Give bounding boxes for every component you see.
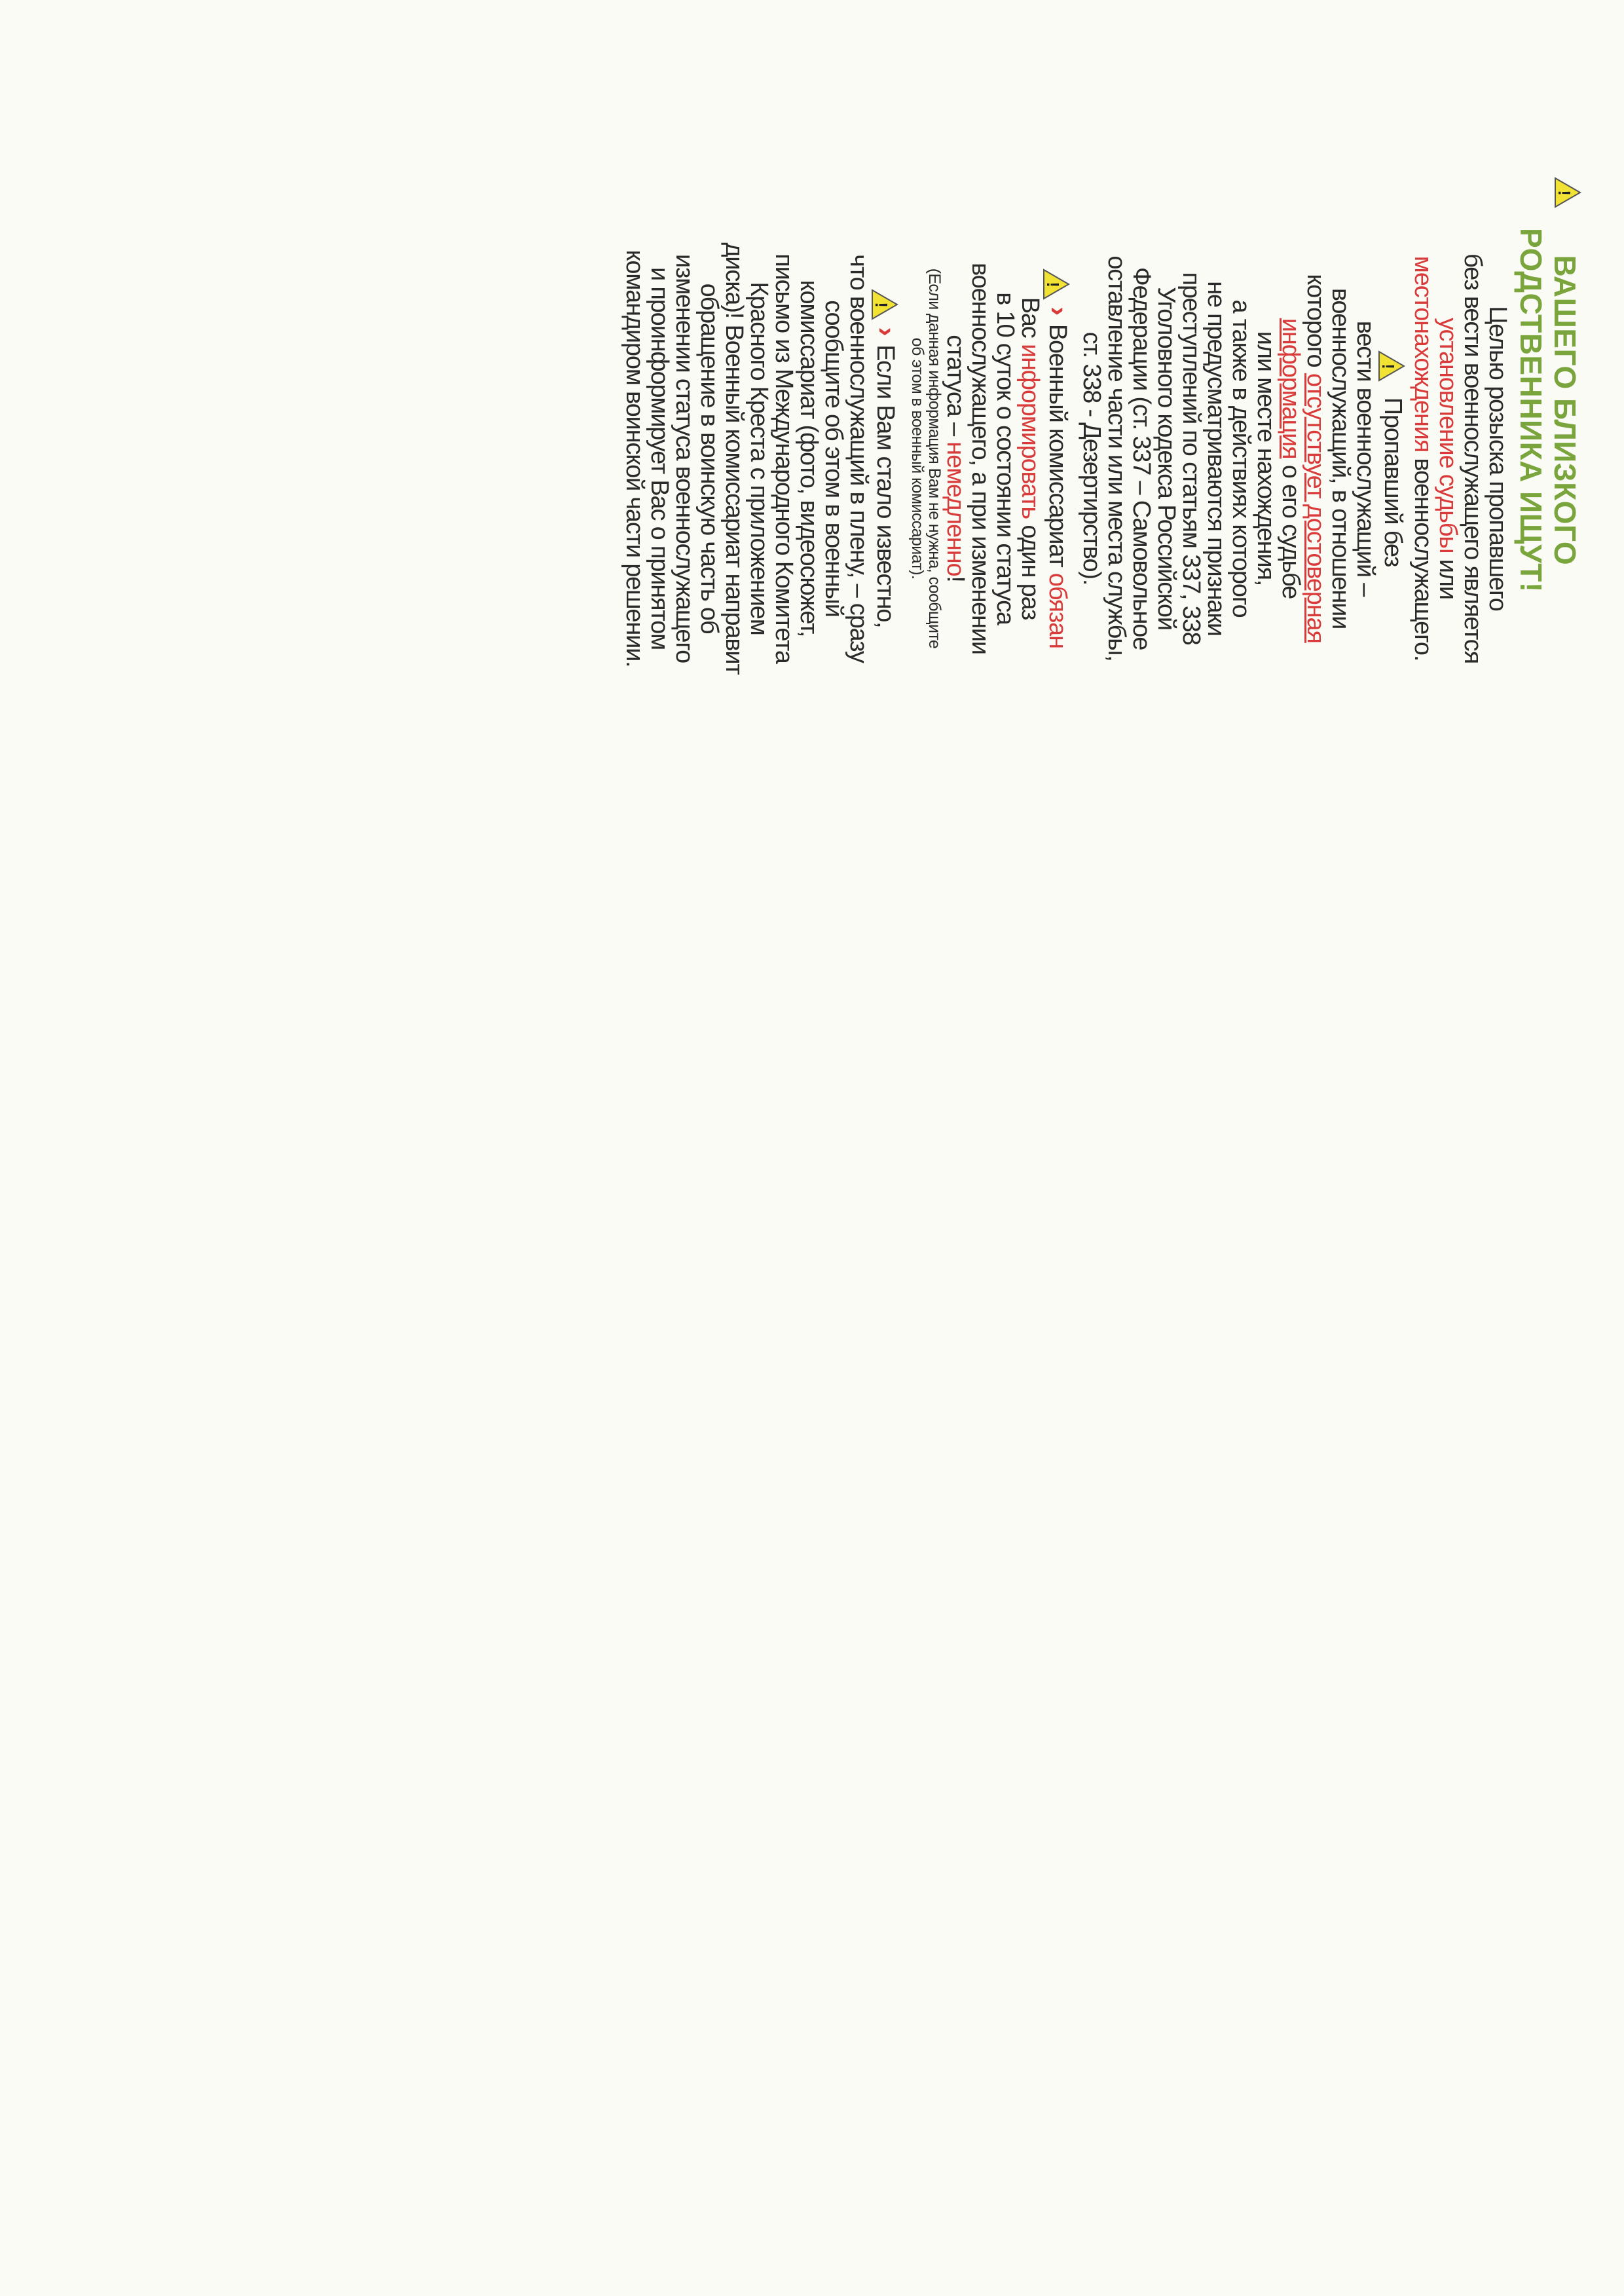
text-line: без вести военнослужащего является [1458,253,1486,663]
text-line: диска)! Военный комиссариат направит [720,242,748,675]
text-line: письмо из Международного Комитета [769,253,798,663]
captivity-paragraph [622,131,901,786]
footnote-line: (Если данная информация Вам не нужна, сообщите [925,268,944,649]
highlight-text: отсутствует достоверная [1301,373,1329,643]
text-line [871,131,901,786]
warning-triangle-icon [871,289,898,320]
text-line: Целью розыска пропавшего [1483,306,1511,611]
highlight-text: обязан [1043,572,1071,648]
intro-paragraph [1411,131,1510,786]
text-fragment: военнослужащего. [1409,452,1437,661]
text-fragment: один раз [1016,519,1044,620]
svg-text:!: ! [1043,282,1063,287]
text-line [943,131,968,786]
text-line [1018,131,1043,786]
text-line: военнослужащего, а при изменении [967,263,994,654]
text-line [1303,131,1328,786]
text-line [1411,131,1435,786]
warning-triangle-icon [1043,268,1070,300]
text-fragment: которого [1301,274,1329,373]
text-fragment: или [1433,553,1462,599]
text-fragment: Если Вам стало известно, [872,344,900,628]
text-line: в 10 суток о состоянии статуса [991,292,1019,625]
text-line: Уголовного кодекса Российской [1152,287,1180,630]
text-line: Федерации (ст. 337 – Самовольное [1127,267,1155,650]
text-line: преступлений по статьям 337, 338 [1177,272,1205,645]
text-line: Красного Креста с приложением [745,282,773,635]
definition-paragraph [1079,131,1405,786]
text-line: комиссариат (фото, видеосюжет, [794,280,822,637]
text-line: сообщите об этом в военный [819,300,847,617]
highlight-text: установление судьбы [1433,318,1462,553]
warning-triangle-icon [1554,177,1581,208]
text-fragment: Вас [1016,297,1044,344]
text-line: или месте нахождения, [1251,331,1280,586]
text-fragment: ! [942,576,969,582]
text-line: вести военнослужащий – [1351,320,1379,597]
svg-text:!: ! [1378,363,1398,369]
svg-text:!: ! [1555,190,1574,195]
highlight-text: немедленно [942,441,969,576]
header [1514,131,1581,786]
text-line [1278,131,1303,786]
highlight-text: информировать [1016,343,1044,519]
text-line: ст. 338 - Дезертирство). [1077,331,1105,585]
rotated-text-block [56,131,1581,786]
warning-triangle-icon [1378,350,1405,382]
svg-text:!: ! [871,302,891,308]
text-line [1435,131,1460,786]
text-fragment: о его судьбе [1276,458,1304,599]
notification-paragraph [909,131,1073,786]
title-line-1: ВАШЕГО БЛИЗКОГО [1548,255,1582,566]
text-line: и проинформирует Вас о принятом [645,267,673,650]
text-line [1378,131,1405,786]
text-line: обращение в воинскую часть об [695,283,723,634]
chevron-right-icon: › [1043,306,1075,315]
chevron-right-icon: › [872,327,903,336]
page-title [1514,228,1581,593]
text-line: командиром воинской части решении. [620,250,648,667]
highlight-text: информация [1276,318,1304,459]
text-fragment: Пропавший без [1378,397,1407,567]
text-line: изменении статуса военнослужащего [670,253,698,663]
text-line: что военнослужащий в плену, – сразу [844,254,872,663]
footnote-line: об этом в военный комиссариат). [908,337,927,580]
text-fragment: статуса – [942,335,969,442]
text-line [1043,131,1073,786]
text-line: военнослужащий, в отношении [1326,287,1354,629]
text-fragment: Военный комиссариат [1043,324,1071,573]
text-line: не предусматриваются признаки [1202,281,1230,636]
text-line: оставление части или места службы, [1102,255,1130,661]
text-line: а также в действиях которого [1227,299,1255,618]
title-line-2: РОДСТВЕННИКА ИЩУТ! [1514,228,1549,593]
highlight-text: местонахождения [1409,255,1437,453]
